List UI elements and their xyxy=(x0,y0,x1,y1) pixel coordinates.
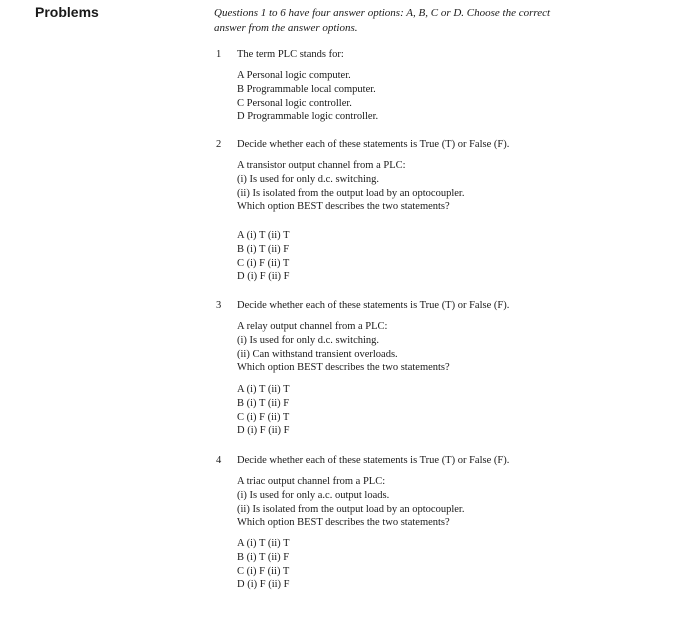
question-4-line-3: (ii) Is isolated from the output load by an optocoupler. xyxy=(237,503,465,515)
question-3-option-d: D (i) F (ii) F xyxy=(237,425,290,437)
question-3-line-2: (i) Is used for only d.c. switching. xyxy=(237,334,380,346)
question-3-number: 3 xyxy=(216,300,222,311)
section-heading: Problems xyxy=(35,4,99,20)
question-2-option-d: D (i) F (ii) F xyxy=(237,271,290,283)
question-4-option-b: B (i) T (ii) F xyxy=(237,551,290,563)
question-2-line-3: (ii) Is isolated from the output load by an optocoupler. xyxy=(237,187,465,199)
question-2-option-c: C (i) F (ii) T xyxy=(237,257,290,269)
question-2-number: 2 xyxy=(216,139,222,150)
question-1-option-c: C Personal logic controller. xyxy=(237,97,352,109)
question-3-line-3: (ii) Can withstand transient overloads. xyxy=(237,348,398,360)
question-2-line-1: A transistor output channel from a PLC: xyxy=(237,160,406,171)
question-3-option-b: B (i) T (ii) F xyxy=(237,397,290,409)
question-2-line-2: (i) Is used for only d.c. switching. xyxy=(237,173,380,185)
question-3-stem: Decide whether each of these statements is True (T) or False (F). xyxy=(237,300,510,311)
question-1-option-a: A Personal logic computer. xyxy=(237,70,351,81)
question-3-line-4: Which option BEST describes the two statements? xyxy=(237,362,450,374)
question-4-line-1: A triac output channel from a PLC: xyxy=(237,476,386,487)
question-1-option-d: D Programmable logic controller. xyxy=(237,111,379,123)
question-4-line-2: (i) Is used for only a.c. output loads. xyxy=(237,489,390,501)
question-2-stem: Decide whether each of these statements is True (T) or False (F). xyxy=(237,139,510,150)
question-3-line-1: A relay output channel from a PLC: xyxy=(237,321,388,332)
question-4-line-4: Which option BEST describes the two statements? xyxy=(237,517,450,529)
question-4-stem: Decide whether each of these statements is True (T) or False (F). xyxy=(237,455,510,466)
question-2-body xyxy=(237,159,464,214)
question-1-number: 1 xyxy=(216,49,222,60)
question-4-number: 4 xyxy=(216,455,222,466)
question-2-line-4: Which option BEST describes the two statements? xyxy=(237,201,450,213)
question-3-option-a: A (i) T (ii) T xyxy=(237,384,290,395)
question-3-option-c: C (i) F (ii) T xyxy=(237,411,290,423)
instructions: Questions 1 to 6 have four answer options: A, B, C or D. Choose the correct answer from the answer options. xyxy=(214,7,551,34)
question-4-option-c: C (i) F (ii) T xyxy=(237,565,290,577)
question-2-options xyxy=(237,229,290,284)
question-2-option-b: B (i) T (ii) F xyxy=(237,243,290,255)
question-4-option-a: A (i) T (ii) T xyxy=(237,538,290,549)
question-3-options xyxy=(237,383,290,438)
question-4-body xyxy=(237,475,464,530)
question-1-stem: The term PLC stands for: xyxy=(237,49,344,60)
question-3-body xyxy=(237,320,450,375)
question-1-options xyxy=(237,69,378,124)
question-4-option-d: D (i) F (ii) F xyxy=(237,579,290,591)
question-2-option-a: A (i) T (ii) T xyxy=(237,230,290,241)
question-4-options xyxy=(237,537,290,592)
question-1-option-b: B Programmable local computer. xyxy=(237,83,376,95)
